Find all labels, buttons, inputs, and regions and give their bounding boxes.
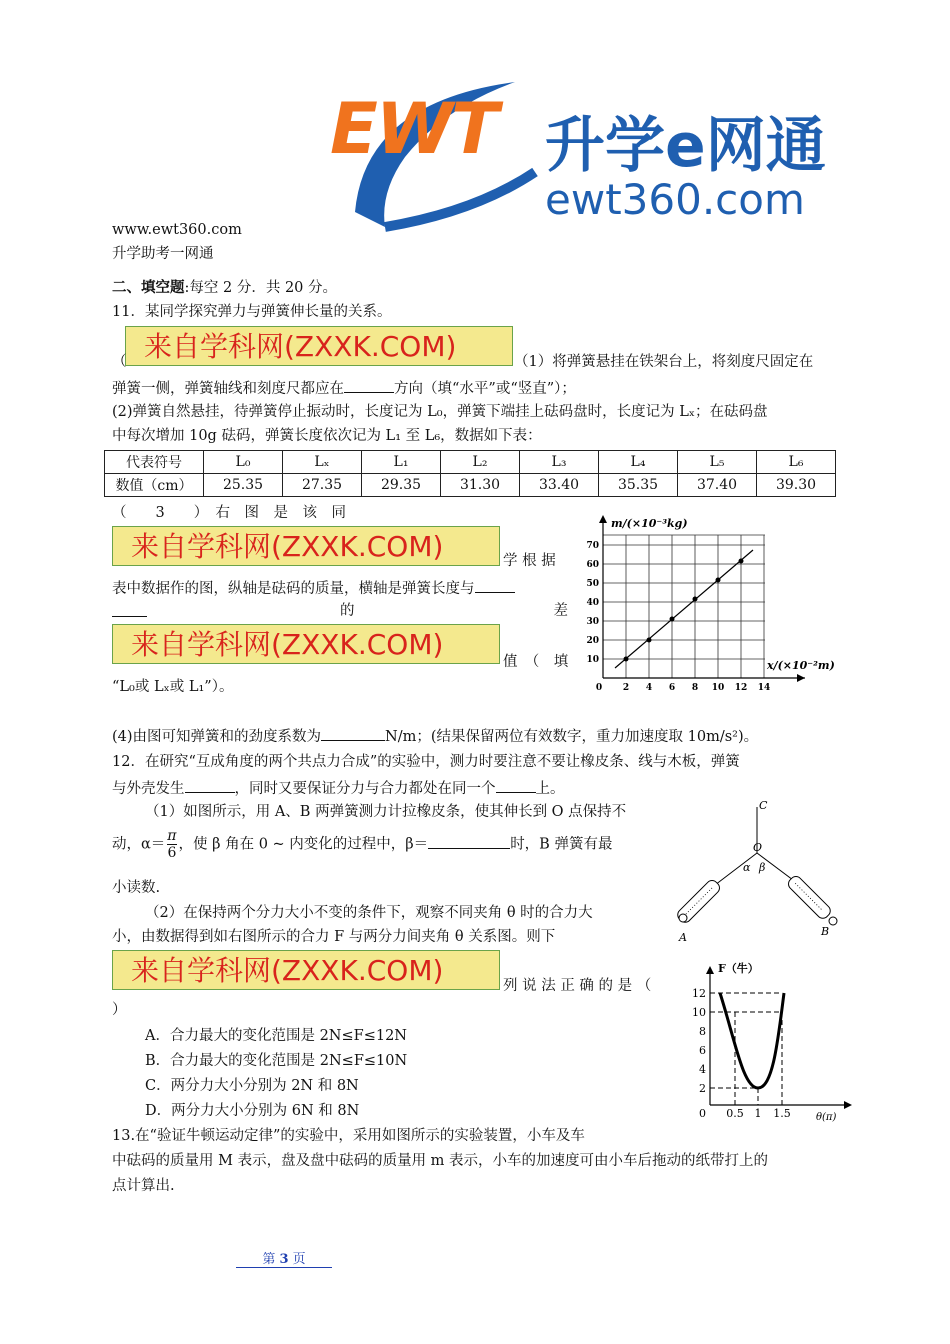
q12-sub2d: ） — [112, 1002, 127, 1018]
table-cell: 29.35 — [362, 474, 441, 497]
graph1-ylabel: m/(×10⁻³kg) — [611, 517, 688, 530]
table-cell: L₃ — [520, 451, 599, 474]
table-cell: 数值（cm） — [105, 474, 204, 497]
q12-line2-mid: ，同时又要保证分力与合力都处在同一个 — [234, 781, 496, 797]
q12-sub2c: 列 说 法 正 确 的 是 （ — [503, 978, 652, 994]
q11-part3g: “L₀或 Lₓ或 L₁”）。 — [112, 679, 234, 695]
q11-part4-post: N/m；(结果保留两位有效数字，重力加速度取 10m/s²)。 — [385, 729, 759, 745]
y-tick: 6 — [699, 1044, 706, 1057]
x-tick: 1.5 — [773, 1107, 791, 1120]
q12-line1: 12．在研究“互成角度的两个共点力合成”的实验中，测力时要注意不要让橡皮条、线与木板，弹簧 — [112, 754, 740, 770]
answer-blank-reference-a[interactable] — [475, 577, 515, 593]
logo-ewt-text: EWT — [330, 88, 497, 170]
y-tick: 30 — [586, 617, 599, 627]
x-tick: 4 — [645, 683, 653, 693]
y-tick: 50 — [586, 579, 599, 589]
table-cell: L₄ — [599, 451, 678, 474]
logo-url-text: ewt360.com — [545, 175, 805, 224]
x-tick: 0.5 — [726, 1107, 744, 1120]
mass-vs-elongation-graph — [575, 505, 845, 705]
table-cell: 33.40 — [520, 474, 599, 497]
q11-part1b-pre: 弹簧一侧，弹簧轴线和刻度尺都应在 — [112, 381, 344, 397]
q11-part3c — [112, 577, 515, 599]
page-footer — [236, 1248, 332, 1268]
q11-part4-pre: (4)由图可知弹簧和的劲度系数为 — [112, 729, 322, 745]
y-tick: 60 — [586, 560, 599, 570]
footer-pre: 第 — [262, 1252, 280, 1267]
x-tick: 8 — [691, 683, 699, 693]
q11-part3e: 差 — [553, 603, 568, 619]
fraction-denominator: 6 — [167, 845, 177, 861]
q11-part3d-line — [112, 601, 568, 623]
y-tick: 8 — [699, 1025, 706, 1038]
answer-blank-reference-b[interactable] — [112, 601, 147, 617]
x-tick: 14 — [757, 683, 771, 693]
watermark-3: 来自学科网(ZXXK.COM) — [112, 624, 500, 664]
q13-line2: 中砝码的质量用 M 表示，盘及盘中砝码的质量用 m 表示，小车的加速度可由小车后拖动的纸带打上的 — [112, 1153, 769, 1169]
q13-line3: 点计算出. — [112, 1178, 175, 1194]
y-tick: 70 — [586, 541, 599, 551]
table-cell: 35.35 — [599, 474, 678, 497]
q11-part3a: （ 3 ） 右 图 是 该 同 — [112, 505, 346, 521]
option-a[interactable]: A．合力最大的变化范围是 2N≤F≤12N — [145, 1028, 407, 1044]
slogan: 升学助考一网通 — [112, 246, 214, 262]
q12-sub1a: （1）如图所示，用 A、B 两弹簧测力计拉橡皮条，使其伸长到 O 点保持不 — [145, 804, 627, 820]
footer-post: 页 — [288, 1252, 306, 1267]
y-tick: 4 — [699, 1063, 706, 1076]
answer-blank-direction[interactable] — [344, 377, 394, 393]
spring-balance-diagram — [675, 795, 845, 950]
table-cell: L₆ — [757, 451, 836, 474]
x-tick: 10 — [711, 683, 725, 693]
table-cell: 27.35 — [283, 474, 362, 497]
table-cell: 31.30 — [441, 474, 520, 497]
y-tick: 20 — [586, 636, 599, 646]
q13-line1: 13.在“验证牛顿运动定律”的实验中，采用如图所示的实验装置，小车及车 — [112, 1128, 585, 1144]
q11-stem: 11．某同学探究弹力与弹簧伸长量的关系。 — [112, 304, 392, 320]
table-data-row — [105, 474, 836, 497]
q12-sub1b-pre: 动，α＝ — [112, 836, 166, 853]
table-cell: L₁ — [362, 451, 441, 474]
q12-sub1b-post: 时，B 弹簧有最 — [510, 836, 613, 853]
label-alpha: α — [743, 861, 751, 874]
watermark-2: 来自学科网(ZXXK.COM) — [112, 526, 500, 566]
option-d[interactable]: D．两分力大小分别为 6N 和 8N — [145, 1103, 360, 1119]
q12-sub2b: 小，由数据得到如右图所示的合力 F 与两分力间夹角 θ 关系图。则下 — [112, 929, 556, 945]
table-cell: L₅ — [678, 451, 757, 474]
label-a: A — [679, 931, 687, 944]
q11-part3c-text: 表中数据作的图，纵轴是砝码的质量，横轴是弹簧长度与 — [112, 581, 475, 597]
q12-sub1b-mid: ，使 β 角在 0 ~ 内变化的过程中，β＝ — [178, 836, 429, 853]
y-tick: 2 — [699, 1082, 706, 1095]
q11-part1-open: （ — [112, 354, 127, 370]
q11-part1b-post: 方向（填“水平”或“竖直”）； — [394, 381, 576, 397]
option-c[interactable]: C．两分力大小分别为 2N 和 8N — [145, 1078, 359, 1094]
graph2-xlabel: θ(π) — [816, 1112, 837, 1123]
q11-part1a: （1）将弹簧悬挂在铁架台上，将刻度尺固定在 — [514, 354, 814, 370]
x-tick: 12 — [734, 683, 748, 693]
logo-chinese-text: 升学e网通 — [545, 111, 826, 181]
q11-part2b: 中每次增加 10g 砝码，弹簧长度依次记为 L₁ 至 L₆，数据如下表： — [112, 428, 542, 444]
table-cell: L₂ — [441, 451, 520, 474]
resultant-force-graph — [680, 960, 860, 1130]
x-tick: 1 — [754, 1107, 762, 1120]
graph1-xlabel: x/(×10⁻²m) — [767, 659, 835, 672]
q12-line2 — [112, 777, 565, 799]
page-number: 3 — [279, 1252, 289, 1267]
table-cell: 25.35 — [204, 474, 283, 497]
table-header-row — [105, 451, 836, 474]
watermark-4: 来自学科网(ZXXK.COM) — [112, 950, 500, 990]
y-tick: 0 — [699, 1107, 706, 1120]
q11-part4 — [112, 725, 758, 747]
q11-part3f: 值 （ 填 — [503, 654, 569, 670]
q11-part2a: (2)弹簧自然悬挂，待弹簧停止振动时，长度记为 L₀，弹簧下端挂上砝码盘时，长度记为 Lₓ；在砝码盘 — [112, 404, 768, 420]
x-tick: 2 — [622, 683, 630, 693]
graph2-ylabel: F（牛） — [718, 962, 759, 975]
q12-line2-pre: 与外壳发生 — [112, 781, 185, 797]
answer-blank-friction[interactable] — [185, 777, 235, 793]
label-b: B — [821, 925, 830, 938]
section-desc: :每空 2 分．共 20 分。 — [184, 280, 337, 296]
y-tick: 10 — [586, 655, 599, 665]
table-cell: 37.40 — [678, 474, 757, 497]
label-c: C — [759, 799, 768, 812]
spring-data-table — [104, 450, 836, 497]
q11-part3b: 学 根 据 — [503, 553, 556, 569]
watermark-1: 来自学科网(ZXXK.COM) — [125, 326, 513, 366]
x-tick: 0 — [595, 683, 603, 693]
label-beta: β — [759, 861, 766, 874]
q12-sub1b — [112, 828, 612, 861]
answer-blank-plane[interactable] — [496, 777, 536, 793]
table-cell: L₀ — [204, 451, 283, 474]
fraction-numerator: π — [167, 828, 177, 844]
table-cell: 代表符号 — [105, 451, 204, 474]
site-url: www.ewt360.com — [112, 222, 242, 238]
section-heading — [112, 278, 337, 298]
table-cell: 39.30 — [757, 474, 836, 497]
label-o: O — [753, 841, 763, 854]
y-tick: 12 — [692, 987, 706, 1000]
y-tick: 10 — [692, 1006, 706, 1019]
q12-sub2a: （2）在保持两个分力大小不变的条件下，观察不同夹角 θ 时的合力大 — [145, 905, 593, 921]
answer-blank-stiffness[interactable] — [321, 725, 385, 741]
answer-blank-beta[interactable] — [428, 833, 510, 849]
q11-part3d: 的 — [340, 603, 355, 619]
q12-line2-post: 上。 — [535, 781, 565, 797]
q12-sub1c: 小读数. — [112, 880, 161, 896]
x-tick: 6 — [668, 683, 676, 693]
fraction-pi-over-6 — [167, 828, 176, 861]
q11-part1b — [112, 377, 576, 399]
y-tick: 40 — [586, 598, 599, 608]
table-cell: Lₓ — [283, 451, 362, 474]
option-b[interactable]: B．合力最大的变化范围是 2N≤F≤10N — [145, 1053, 408, 1069]
section-title: 二、填空题 — [112, 279, 185, 296]
